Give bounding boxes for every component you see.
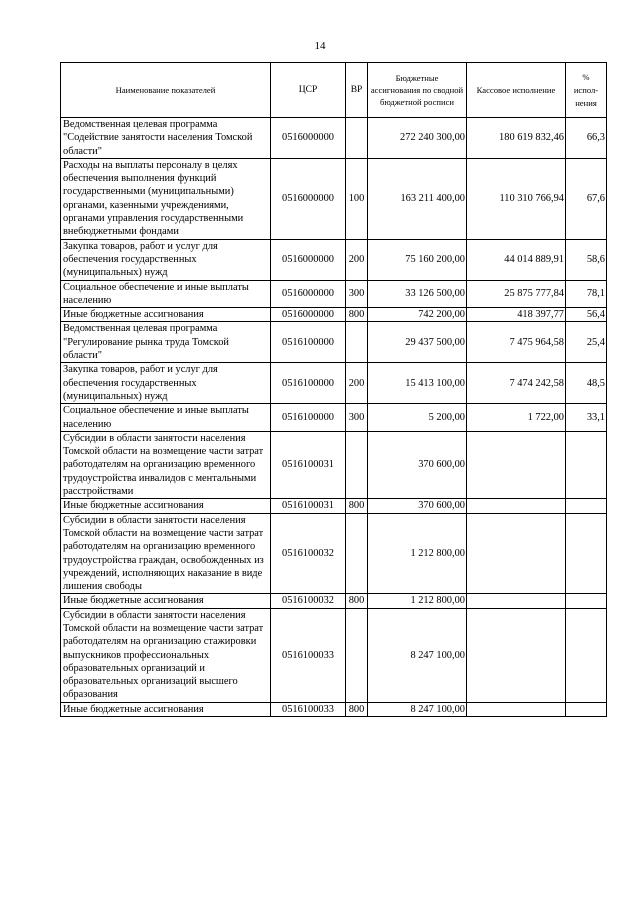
row-budget: 370 600,00 xyxy=(368,431,467,498)
row-budget: 742 200,00 xyxy=(368,308,467,322)
table-row xyxy=(61,594,607,608)
row-csr: 0516100032 xyxy=(271,513,346,594)
row-cash xyxy=(467,608,566,702)
table-row xyxy=(61,499,607,513)
table-row xyxy=(61,322,607,363)
row-cash: 7 474 242,58 xyxy=(467,363,566,404)
table-row xyxy=(61,239,607,280)
row-vr xyxy=(346,608,368,702)
row-cash: 44 014 889,91 xyxy=(467,239,566,280)
row-percent xyxy=(566,594,607,608)
row-vr: 800 xyxy=(346,594,368,608)
row-percent xyxy=(566,431,607,498)
row-csr: 0516000000 xyxy=(271,158,346,239)
row-percent: 48,5 xyxy=(566,363,607,404)
row-csr: 0516000000 xyxy=(271,308,346,322)
header-cash: Кассовое исполнение xyxy=(467,63,566,118)
row-vr xyxy=(346,322,368,363)
row-vr: 200 xyxy=(346,239,368,280)
row-cash xyxy=(467,499,566,513)
row-csr: 0516100000 xyxy=(271,322,346,363)
row-vr: 800 xyxy=(346,499,368,513)
row-vr xyxy=(346,431,368,498)
row-name: Закупка товаров, работ и услуг для обеспечения государственных (муниципальных) нужд xyxy=(61,239,271,280)
row-cash: 180 619 832,46 xyxy=(467,118,566,159)
table-header-row xyxy=(61,63,607,118)
table-row xyxy=(61,404,607,432)
row-name: Расходы на выплаты персоналу в целях обеспечения выполнения функций государственными (муниципальными) органами, казенными учреждениями, органами управления государственными внебюджетными фондами xyxy=(61,158,271,239)
row-name: Иные бюджетные ассигнования xyxy=(61,594,271,608)
row-name: Ведомственная целевая программа "Содействие занятости населения Томской области" xyxy=(61,118,271,159)
row-csr: 0516000000 xyxy=(271,239,346,280)
table-body xyxy=(61,118,607,717)
row-cash xyxy=(467,594,566,608)
table-row xyxy=(61,118,607,159)
row-cash: 418 397,77 xyxy=(467,308,566,322)
row-percent xyxy=(566,513,607,594)
header-percent-line1: % xyxy=(582,71,590,82)
table-row xyxy=(61,513,607,594)
row-csr: 0516100000 xyxy=(271,363,346,404)
page-number: 14 xyxy=(314,40,326,52)
row-budget: 75 160 200,00 xyxy=(368,239,467,280)
row-csr: 0516100032 xyxy=(271,594,346,608)
row-budget: 1 212 800,00 xyxy=(368,594,467,608)
row-csr: 0516000000 xyxy=(271,118,346,159)
row-cash xyxy=(467,513,566,594)
row-vr xyxy=(346,118,368,159)
row-vr: 800 xyxy=(346,308,368,322)
row-csr: 0516100033 xyxy=(271,608,346,702)
row-vr: 100 xyxy=(346,158,368,239)
row-name: Социальное обеспечение и иные выплаты населению xyxy=(61,404,271,432)
row-percent: 25,4 xyxy=(566,322,607,363)
header-vr: ВР xyxy=(346,63,368,118)
row-percent xyxy=(566,608,607,702)
row-budget: 29 437 500,00 xyxy=(368,322,467,363)
table-row xyxy=(61,308,607,322)
row-budget: 370 600,00 xyxy=(368,499,467,513)
row-vr: 300 xyxy=(346,404,368,432)
header-percent-line3: нения xyxy=(575,97,597,108)
row-budget: 272 240 300,00 xyxy=(368,118,467,159)
header-csr: ЦСР xyxy=(271,63,346,118)
row-cash: 25 875 777,84 xyxy=(467,280,566,308)
row-name: Иные бюджетные ассигнования xyxy=(61,308,271,322)
row-vr: 800 xyxy=(346,702,368,716)
row-percent: 78,1 xyxy=(566,280,607,308)
row-percent: 33,1 xyxy=(566,404,607,432)
row-csr: 0516100033 xyxy=(271,702,346,716)
row-percent: 56,4 xyxy=(566,308,607,322)
row-name: Иные бюджетные ассигнования xyxy=(61,499,271,513)
row-name: Социальное обеспечение и иные выплаты населению xyxy=(61,280,271,308)
row-csr: 0516100031 xyxy=(271,499,346,513)
row-csr: 0516100031 xyxy=(271,431,346,498)
row-percent xyxy=(566,499,607,513)
table-row xyxy=(61,158,607,239)
header-percent xyxy=(566,63,607,118)
header-name: Наименование показателей xyxy=(61,63,271,118)
row-name: Ведомственная целевая программа "Регулирование рынка труда Томской области" xyxy=(61,322,271,363)
row-percent xyxy=(566,702,607,716)
row-name: Субсидии в области занятости населения Томской области на возмещение части затрат работодателям на организацию временного трудоустройства инвалидов с ментальными расстройствами xyxy=(61,431,271,498)
table-row xyxy=(61,702,607,716)
budget-execution-table xyxy=(60,62,607,717)
row-budget: 8 247 100,00 xyxy=(368,608,467,702)
header-percent-line2: испол- xyxy=(573,84,599,95)
table-row xyxy=(61,363,607,404)
table-row xyxy=(61,431,607,498)
row-vr xyxy=(346,513,368,594)
row-cash: 1 722,00 xyxy=(467,404,566,432)
row-percent: 66,3 xyxy=(566,118,607,159)
table-row xyxy=(61,280,607,308)
row-percent: 67,6 xyxy=(566,158,607,239)
table-row xyxy=(61,608,607,702)
row-vr: 300 xyxy=(346,280,368,308)
row-name: Субсидии в области занятости населения Томской области на возмещение части затрат работодателям на организацию временного трудоустройства граждан, освобожденных из учреждений, исполняющих наказание в виде лишения свободы xyxy=(61,513,271,594)
row-vr: 200 xyxy=(346,363,368,404)
row-budget: 33 126 500,00 xyxy=(368,280,467,308)
row-cash: 110 310 766,94 xyxy=(467,158,566,239)
row-budget: 163 211 400,00 xyxy=(368,158,467,239)
row-name: Иные бюджетные ассигнования xyxy=(61,702,271,716)
row-name: Субсидии в области занятости населения Томской области на возмещение части затрат работодателям на организацию стажировки выпускников профессиональных образовательных организаций и образовательных организаций высшего образования xyxy=(61,608,271,702)
row-name: Закупка товаров, работ и услуг для обеспечения государственных (муниципальных) нужд xyxy=(61,363,271,404)
row-cash xyxy=(467,702,566,716)
row-budget: 8 247 100,00 xyxy=(368,702,467,716)
row-csr: 0516100000 xyxy=(271,404,346,432)
row-budget: 1 212 800,00 xyxy=(368,513,467,594)
header-budget: Бюджетные ассигнования по сводной бюджетной росписи xyxy=(368,63,467,118)
row-csr: 0516000000 xyxy=(271,280,346,308)
row-budget: 5 200,00 xyxy=(368,404,467,432)
row-percent: 58,6 xyxy=(566,239,607,280)
row-cash xyxy=(467,431,566,498)
row-budget: 15 413 100,00 xyxy=(368,363,467,404)
row-cash: 7 475 964,58 xyxy=(467,322,566,363)
